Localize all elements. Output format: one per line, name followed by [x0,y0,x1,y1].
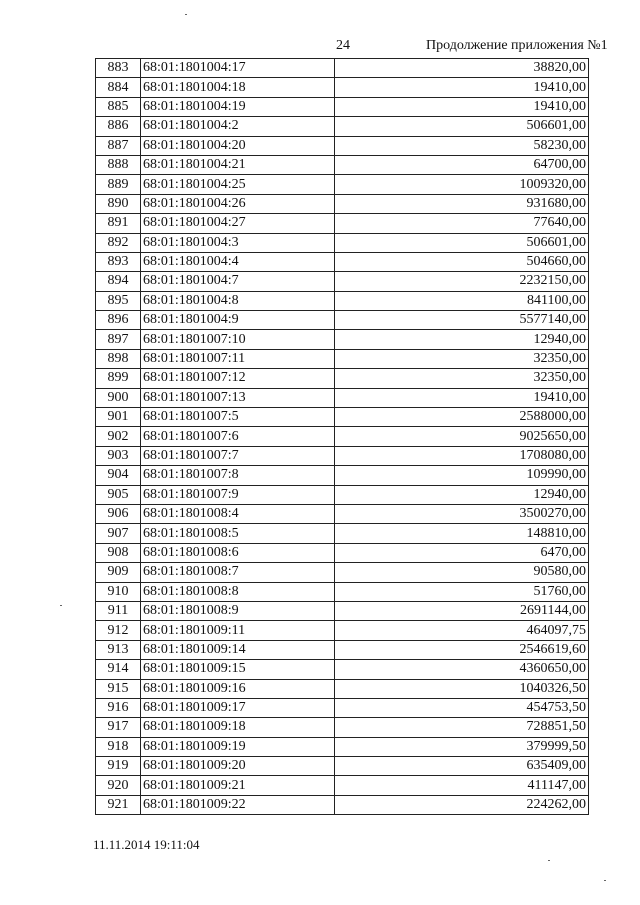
table-row [96,369,589,388]
table-row [96,737,589,756]
cadastral-number: 68:01:1801004:26 [141,194,335,213]
table-row [96,563,589,582]
table-row [96,214,589,233]
row-number: 917 [96,718,141,737]
row-number: 889 [96,175,141,194]
cadastral-number: 68:01:1801009:17 [141,698,335,717]
cadastral-value: 411147,00 [335,776,589,795]
table-row [96,59,589,78]
table-row [96,252,589,271]
row-number: 909 [96,563,141,582]
row-number: 913 [96,640,141,659]
cadastral-number: 68:01:1801004:25 [141,175,335,194]
row-number: 903 [96,446,141,465]
row-number: 912 [96,621,141,640]
cadastral-value: 728851,50 [335,718,589,737]
table-row [96,543,589,562]
cadastral-value: 32350,00 [335,369,589,388]
cadastral-number: 68:01:1801004:3 [141,233,335,252]
row-number: 919 [96,757,141,776]
cadastral-value: 1708080,00 [335,446,589,465]
table-row [96,660,589,679]
cadastral-value: 2588000,00 [335,408,589,427]
cadastral-value: 504660,00 [335,252,589,271]
row-number: 914 [96,660,141,679]
cadastral-value: 2546619,60 [335,640,589,659]
cadastral-number: 68:01:1801008:6 [141,543,335,562]
cadastral-number: 68:01:1801004:7 [141,272,335,291]
cadastral-number: 68:01:1801009:14 [141,640,335,659]
table-row [96,388,589,407]
row-number: 891 [96,214,141,233]
row-number: 921 [96,795,141,814]
table-row [96,233,589,252]
cadastral-value: 506601,00 [335,233,589,252]
cadastral-value: 635409,00 [335,757,589,776]
cadastral-number: 68:01:1801009:20 [141,757,335,776]
cadastral-value: 19410,00 [335,78,589,97]
table-row [96,485,589,504]
cadastral-value: 12940,00 [335,330,589,349]
cadastral-number: 68:01:1801004:18 [141,78,335,97]
cadastral-value: 1009320,00 [335,175,589,194]
cadastral-number: 68:01:1801009:15 [141,660,335,679]
cadastral-number: 68:01:1801004:19 [141,97,335,116]
cadastral-value: 90580,00 [335,563,589,582]
footer-timestamp: 11.11.2014 19:11:04 [93,837,200,852]
cadastral-number: 68:01:1801009:22 [141,795,335,814]
row-number: 911 [96,601,141,620]
table-row [96,136,589,155]
table-row [96,795,589,814]
cadastral-value: 51760,00 [335,582,589,601]
cadastral-number: 68:01:1801007:11 [141,349,335,368]
cadastral-number: 68:01:1801004:17 [141,59,335,78]
table-row [96,117,589,136]
row-number: 916 [96,698,141,717]
table-row [96,679,589,698]
row-number: 905 [96,485,141,504]
row-number: 920 [96,776,141,795]
cadastral-value: 2232150,00 [335,272,589,291]
cadastral-value: 224262,00 [335,795,589,814]
row-number: 896 [96,311,141,330]
cadastral-number: 68:01:1801004:8 [141,291,335,310]
table-row [96,504,589,523]
cadastral-value: 148810,00 [335,524,589,543]
table-row [96,524,589,543]
cadastral-number: 68:01:1801004:21 [141,155,335,174]
cadastral-value: 5577140,00 [335,311,589,330]
cadastral-number: 68:01:1801007:13 [141,388,335,407]
table-row [96,155,589,174]
row-number: 893 [96,252,141,271]
cadastral-value: 19410,00 [335,388,589,407]
cadastral-value: 19410,00 [335,97,589,116]
table-row [96,175,589,194]
cadastral-number: 68:01:1801008:8 [141,582,335,601]
cadastral-value: 454753,50 [335,698,589,717]
cadastral-number: 68:01:1801004:27 [141,214,335,233]
cadastral-number: 68:01:1801008:9 [141,601,335,620]
table-row [96,698,589,717]
cadastral-value: 2691144,00 [335,601,589,620]
cadastral-value: 109990,00 [335,466,589,485]
cadastral-number: 68:01:1801004:4 [141,252,335,271]
cadastral-value: 3500270,00 [335,504,589,523]
table-row [96,408,589,427]
cadastral-number: 68:01:1801009:19 [141,737,335,756]
row-number: 918 [96,737,141,756]
row-number: 900 [96,388,141,407]
row-number: 885 [96,97,141,116]
row-number: 884 [96,78,141,97]
cadastral-number: 68:01:1801007:7 [141,446,335,465]
table-row [96,466,589,485]
scan-speck [548,860,550,861]
registry-table [95,58,589,815]
cadastral-number: 68:01:1801004:2 [141,117,335,136]
row-number: 883 [96,59,141,78]
table-row [96,446,589,465]
page-number: 24 [336,38,350,53]
cadastral-value: 6470,00 [335,543,589,562]
cadastral-number: 68:01:1801007:5 [141,408,335,427]
row-number: 892 [96,233,141,252]
row-number: 907 [96,524,141,543]
cadastral-value: 58230,00 [335,136,589,155]
table-row [96,330,589,349]
row-number: 902 [96,427,141,446]
cadastral-number: 68:01:1801008:4 [141,504,335,523]
cadastral-number: 68:01:1801007:10 [141,330,335,349]
cadastral-number: 68:01:1801008:7 [141,563,335,582]
row-number: 906 [96,504,141,523]
table-row [96,718,589,737]
cadastral-value: 38820,00 [335,59,589,78]
continuation-title: Продолжение приложения №1 [426,38,608,53]
table-row [96,349,589,368]
table-row [96,97,589,116]
row-number: 890 [96,194,141,213]
cadastral-value: 379999,50 [335,737,589,756]
cadastral-value: 841100,00 [335,291,589,310]
cadastral-number: 68:01:1801008:5 [141,524,335,543]
table-row [96,291,589,310]
cadastral-number: 68:01:1801007:9 [141,485,335,504]
cadastral-number: 68:01:1801009:21 [141,776,335,795]
cadastral-value: 12940,00 [335,485,589,504]
cadastral-number: 68:01:1801007:6 [141,427,335,446]
table-row [96,582,589,601]
scan-speck [185,14,187,15]
table-row [96,272,589,291]
row-number: 899 [96,369,141,388]
cadastral-value: 1040326,50 [335,679,589,698]
row-number: 897 [96,330,141,349]
cadastral-value: 506601,00 [335,117,589,136]
row-number: 886 [96,117,141,136]
row-number: 901 [96,408,141,427]
row-number: 898 [96,349,141,368]
cadastral-number: 68:01:1801009:16 [141,679,335,698]
cadastral-value: 32350,00 [335,349,589,368]
registry-table-body [96,59,589,815]
table-row [96,78,589,97]
cadastral-number: 68:01:1801007:8 [141,466,335,485]
table-row [96,601,589,620]
cadastral-value: 464097,75 [335,621,589,640]
row-number: 915 [96,679,141,698]
scan-speck [60,605,62,606]
cadastral-value: 64700,00 [335,155,589,174]
row-number: 895 [96,291,141,310]
cadastral-value: 77640,00 [335,214,589,233]
table-row [96,776,589,795]
cadastral-number: 68:01:1801009:11 [141,621,335,640]
cadastral-value: 4360650,00 [335,660,589,679]
table-row [96,427,589,446]
cadastral-number: 68:01:1801009:18 [141,718,335,737]
table-row [96,640,589,659]
row-number: 910 [96,582,141,601]
row-number: 904 [96,466,141,485]
row-number: 908 [96,543,141,562]
cadastral-value: 931680,00 [335,194,589,213]
table-row [96,621,589,640]
cadastral-number: 68:01:1801007:12 [141,369,335,388]
row-number: 894 [96,272,141,291]
cadastral-number: 68:01:1801004:9 [141,311,335,330]
table-row [96,757,589,776]
row-number: 887 [96,136,141,155]
cadastral-value: 9025650,00 [335,427,589,446]
cadastral-number: 68:01:1801004:20 [141,136,335,155]
table-row [96,194,589,213]
row-number: 888 [96,155,141,174]
table-row [96,311,589,330]
scan-speck [604,880,606,881]
